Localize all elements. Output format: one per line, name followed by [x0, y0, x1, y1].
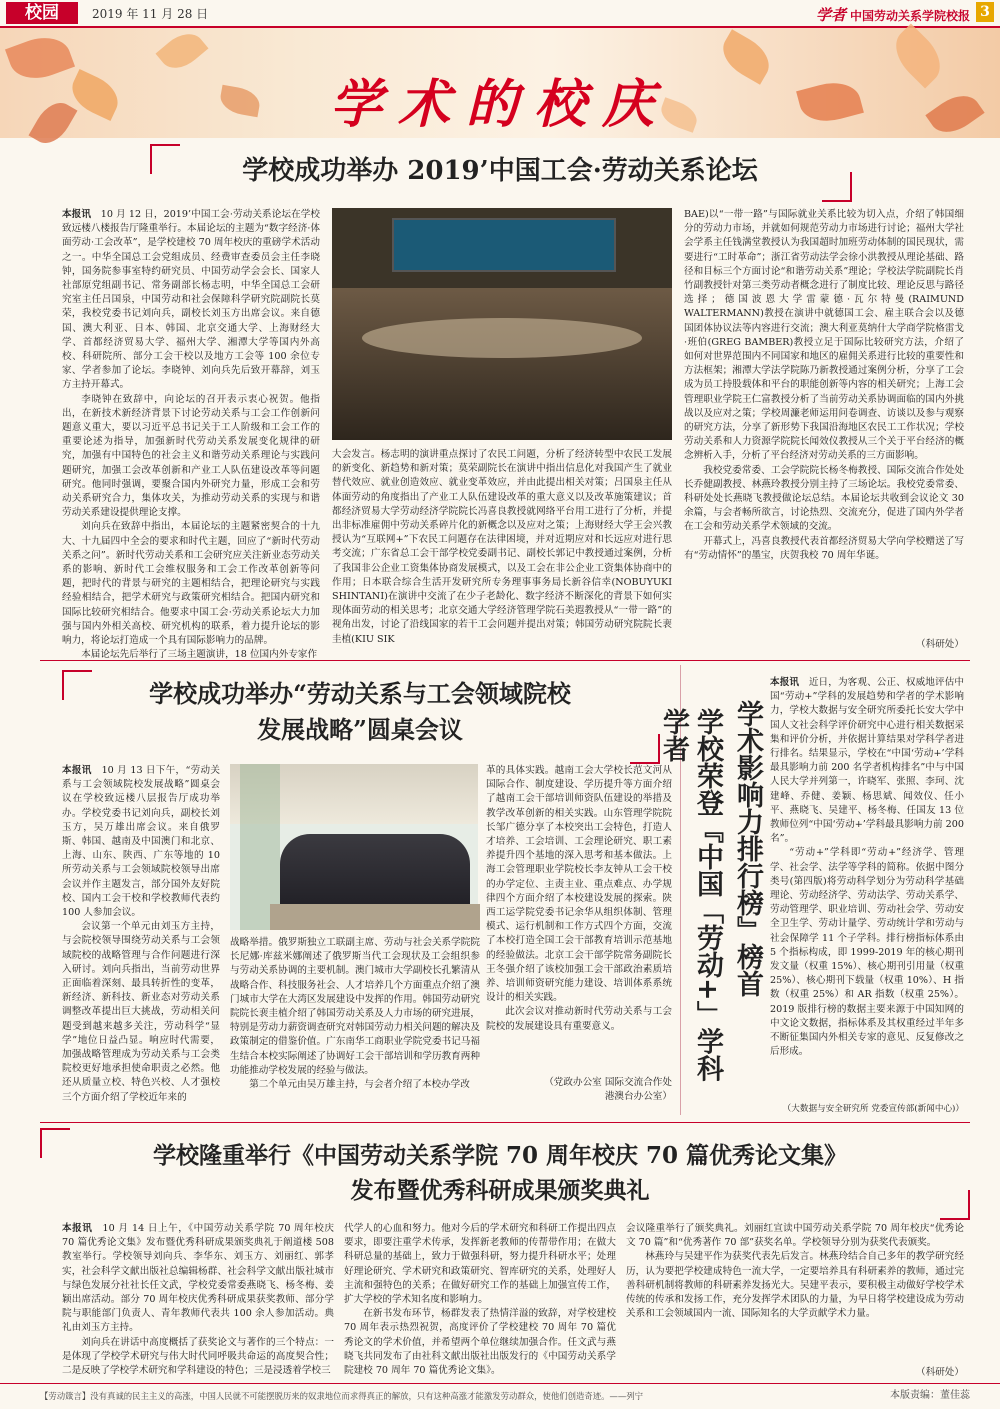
banner-title: 学术的校庆	[329, 74, 670, 135]
masthead-logo: 学者	[815, 6, 846, 24]
lead-label: 本报讯	[62, 209, 92, 220]
article2-col1: 本报讯 10 月 13 日下午，“劳动关系与工会领域院校发展战略”圆桌会议在学校致远楼八层报告厅成功举办。学校党委书记刘向兵，副校长刘玉方，吴万雄出席会议。来自俄罗斯、韩国、越南及中国澳门和北京、上海、山东、陕西、广东等地的 10 所劳动关系与工会领域院校领导出席会议并作主题发言，部分国外友好院校、国内工会干校和学校教师代表约 100 人参加会议。 会议第一个单元由刘玉方主持，与会院校领导围绕劳动关系与工会领域院校的战略管理与合作问题进行深入研讨。刘向兵指出，当前劳动世界正面临着深刻、最具转折性的变革，新经济、新科技、新业态对劳动关系调整改革提出巨大挑战，劳动相关问题受到越来越多关注，劳动科学“显学”地位日益凸显。响应时代需要，加强战略管理成为劳动关系与工会类院校更好地承担使命职责之必然。他还从质量立校、特色兴校、人才强校三个方面介绍了学校近年来的	[62, 765, 221, 1103]
article3-signature: （大数据与安全研究所 党委宣传部(新闻中心)）	[782, 1104, 964, 1114]
footer-editor: 本版责编：董佳蕊	[890, 1390, 970, 1401]
article3-headline: 学术影响力排行榜』榜首 学校荣登『中国「劳动+」学科学者	[658, 700, 763, 1082]
lead-label: 本报讯	[62, 1223, 93, 1234]
article1-col2: 大会发言。杨志明的演讲重点探讨了农民工问题，分析了经济转型中农民工发展的新变化、新趋势和新对策；莫荣副院长在演讲中指出信息化对我国产生了就业替代效应、就业创造效应、就业变革效应，并由此提出相关对策；吕国泉主任从体面劳动的角度指出了产业工人队伍建设改革的重大意义以及改革施策建议；首都经济贸易大学劳动经济学院院长冯喜良教授就网络平台用工进行了分析，并提出非标准雇佣中劳动关系碎片化的新概念以及应对之策；上海财经大学王会兴教授认为“互联网+”下农民工问题存在法律困境，并对近期应对和长远应对进行思考交流；广东省总工会干部学校党委副书记、副校长郭记中教授通过案例，分析了我国非公企业工资集体协商发展模式，以及工会在非公企业工资集体协商中的作用；日本联合综合生活开发研究所专务理事事务局长新谷信幸(NOBUYUKI SHINTANI)在演讲中交流了在少子老龄化、数字经济不断深化的背景下如何实现体面劳动的相关思考；北京交通大学经济管理学院石美遐教授从“一带一路”的视角出发，讨论了沿线国家的若干工会问题并提出对策；韩国劳动研究院院长裵圭植(KIU SIK	[332, 449, 672, 645]
article2-col3: 革的具体实践。越南工会大学校长范文河从国际合作、制度建设、学历提升等方面介绍了越南工会干部培训师资队伍建设的举措及教学改革创新的相关实践。山东管理学院院长邹广德分享了本校突出工会特色，打造人才培养、工会培训、工会理论研究、职工素养提升四个基地的深入思考和基本做法。上海工会管理职业学院校长李友钟从工会干校的办学定位、主责主业、重点难点、办学规律四个方面介绍了本校建设发展的探索。陕西工运学院党委书记余华从组织体制、管理模式、运行机制和工作方式四个方面，交流了本校打造全国工会干部教育培训示范基地的经验做法。北京工会干部学院常务副院长王冬强介绍了该校加强工会干部政治素质培养、培训师资研究能力建设、培训体系系统设计的相关实践。 此次会议对推动新时代劳动关系与工会院校的发展建设具有重要意义。	[486, 765, 672, 1032]
page-footer	[0, 1383, 1000, 1409]
article2-headline: 学校成功举办“劳动关系与工会领域院校 发展战略”圆桌会议	[149, 679, 571, 744]
masthead: 学者 中国劳动关系学院校报	[815, 6, 970, 24]
banner	[0, 28, 1000, 138]
lead-label: 本报讯	[62, 765, 92, 776]
article4-col1: 本报讯 10 月 14 日上午，《中国劳动关系学院 70 周年校庆 70 篇优秀论文集》发布暨优秀科研成果颁奖典礼于阐道楼 508 教室举行。学校领导刘向兵、李华东、刘玉方、刘丽红、郭孝实，社会科学文献出版社总编辑杨群、社会科学文献出版社城市与绿色发展分社社长任文武，学校党委常委燕晓飞、杨冬梅、姜颖出席活动。部分 70 周年校庆优秀科研成果获奖教师、部分学院与职能部门负责人、青年教师代表共 100 余人参加活动。典礼由刘玉方主持。 刘向兵在讲话中高度概括了获奖论文与著作的三个特点：一是体现了学校学术研究与伟大时代同呼吸共命运的高度契合性；二是反映了学校学术研究和学科建设的特色；三是浸透着学校三	[62, 1223, 335, 1377]
roundtable-photo	[230, 764, 478, 930]
page-header	[0, 0, 1000, 28]
issue-date: 2019 年 11 月 28 日	[92, 7, 209, 21]
article2-signature: （党政办公室 国际交流合作处 港澳台办公室）	[544, 1077, 672, 1102]
article1-headline: 学校成功举办 2019’中国工会·劳动关系论坛	[242, 156, 758, 186]
page-number: 3	[976, 2, 994, 22]
article4-signature: （科研处）	[916, 1367, 964, 1378]
footer-quote: 【劳动箴言】没有真诚的民主主义的高涨，中国人民就不可能摆脱历来的奴隶地位而求得真正的解放，只有这种高涨才能激发劳动群众，使他们创造奇迹。——列宁	[40, 1391, 643, 1401]
article2-col2: 战略举措。俄罗斯独立工联副主席、劳动与社会关系学院院长尼娜·库兹米娜阐述了俄罗斯当代工会现状及工会组织参与劳动关系协调的主要机制。澳门城市大学副校长孔繁清从战略合作、科技服务社会、人才培养几个方面重点介绍了澳门城市大学在大湾区发展建设中发挥的作用。韩国劳动研究院院长裵圭植介绍了韩国劳动关系及人力市场的研究进展，特别是劳动力薪资调查研究对韩国劳动力相关问题的解决及政策制定的借鉴价值。广东南华工商职业学院党委书记马福生结合本校实际阐述了协调好工会干部培训和学历教育两种功能推动学校发展的经验与做法。 第二个单元由吴万雄主持，与会者介绍了本校办学改	[230, 937, 480, 1091]
article4-col3: 会议隆重举行了颁奖典礼。刘丽红宣读中国劳动关系学院 70 周年校庆“优秀论文 70 篇”和“优秀著作 70 部”获奖名单。学校领导分别为获奖代表颁奖。 林燕玲与吴建平作为获奖代表先后发言。林燕玲结合自己多年的教学研究经历，认为要把学校建成特色一流大学，一定要培养具有科研素养的教师，通过完善科研机制将教师的科研素养发扬光大。吴建平表示，要积极主动做好学校学术传统的传承和发扬工作，充分发挥学术团队的力量，为早日将学校建设成为劳动关系和工会领域国内一流、国际知名的大学贡献学术力量。	[626, 1223, 964, 1320]
divider	[40, 1122, 970, 1123]
forum-photo	[332, 208, 672, 440]
article4-headline: 学校隆重举行《中国劳动关系学院 70 周年校庆 70 篇优秀论文集》 发布暨优秀科研成果颁奖典礼	[152, 1142, 848, 1204]
article1-col3: BAE)以“一带一路”与国际就业关系比较为切入点，介绍了韩国细分的劳动力市场，并就如何规范劳动力市场进行讨论；福州大学社会学系主任钱满堂教授认为我国超时加班劳动体制的国民现状，需要进行“工时革命”；浙江省劳动法学会徐小洪教授从理论基础、路径和目标三个方面讨论“和谐劳动关系”理论；学校法学院副院长肖竹副教授针对第三类劳动者概念进行了制度比较、理论反思与路径选择；德国波恩大学雷蒙德·瓦尔特曼(RAIMUND WALTERMANN)教授在演讲中就德国工会、雇主联合会以及德国团体协议法等内容进行交流；澳大利亚莫纳什大学商学院格雷戈·班伯(GREG BAMBER)教授立足于国际比较研究方法，介绍了如何对世界范围内不同国家和地区的雇佣关系进行比较的重要性和方法框架；湘潭大学法学院陈乃新教授通过案例分析，分享了工会成为员工持股载体和平台的职能创新等内容的相关研究；上海工会管理职业学院王仁富教授分析了当前劳动关系协调面临的国内外挑战以及应对之策；学校周濂老师运用问卷调查、访谈以及参与观察的研究方法，分享了新形势下我国沿海地区农民工工作状况；学校劳动关系和人力资源学院院长闻效仪教授从三个关于平台经济的概念辨析入手，分析了平台经济对劳动关系的三方面影响。 我校党委常委、工会学院院长杨冬梅教授、国际交流合作处处长乔健副教授、林燕玲教授分别主持了三场论坛。我校党委常委、科研处处长燕晓飞教授做论坛总结。本届论坛共收到会议论文 30 余篇，与会者畅所欲言，讨论热烈、交流充分，促进了国内外学者在工会和劳动关系学术领域的交流。 开幕式上，冯喜良教授代表首都经济贸易大学向学校赠送了写有“劳动情怀”的墨宝，庆贺我校 70 周年华诞。	[684, 209, 964, 561]
section-tag: 校园	[6, 2, 78, 24]
divider	[40, 660, 970, 661]
article3-col: 本报讯 近日，为客观、公正、权威地评估中国“劳动+”学科的发展趋势和学者的学术影响力，学校大数据与安全研究所委托长安大学中国人文社会科学评价研究中心进行相关数据采集和评价分析，并依据计算结果对学科学者进行排名。结果显示，学校在“中国‘劳动+’学科最具影响力前 200 名学者机构排名”中与中国人民大学并列第一，许晓军、张照、李珂、沈建峰、乔健、姜颖、杨思斌、闻效仪、任小平、燕晓飞、吴建平、杨冬梅、任国友 13 位教师位列“中国‘劳动+’学科最具影响力前 200 名”。 “劳动+”学科即“劳动+”经济学、管理学、社会学、法学等学科的简称。依据中图分类号(第四版)将劳动科学划分为劳动科学基础理论、劳动经济学、劳动法学、劳动关系学、劳动管理学、职业培训、劳动社会学、劳动安全卫生学、劳动计量学、劳动统计学和劳动与社会保障学 11 个子学科。排行榜指标体系由 5 个指标构成，即 1999-2019 年的核心期刊发文量（权重 15%）、核心期刊引用量（权重 25%）、核心期刊下载量（权重 10%）、H 指数（权重 25%）和 AR 指数（权重 25%）。2019 版排行榜的数据主要来源于中国知网的中文论文数据，指标体系及其权重经过半年多不断征集国内外相关专家的意见、反复修改之后形成。	[770, 677, 965, 1058]
lead-label: 本报讯	[770, 677, 800, 688]
article1-signature: （科研处）	[916, 639, 964, 650]
article4-col2: 代学人的心血和努力。他对今后的学术研究和科研工作提出四点要求，即要注重学术传承，发挥新老教师的传帮带作用；在做大科研总量的基础上，致力于做强科研，努力提升科研水平；处理好理论研究、学术研究和政策研究、智库研究的关系，处理好人主流和强特色的关系；在做好研究工作的基础上加强宣传工作，扩大学校的学术知名度和影响力。 在新书发布环节，杨群发表了热情洋溢的致辞，对学校建校 70 周年表示热烈祝贺，高度评价了学校建校 70 周年 70 篇优秀论文的学术价值，并希望两个单位继续加强合作。任文武与燕晓飞共同发布了由社科文献出版社出版发行的《中国劳动关系学院建校 70 周年 70 篇优秀论文集》。	[344, 1223, 616, 1377]
article1-col1: 本报讯 10 月 12 日，2019’中国工会·劳动关系论坛在学校致远楼八楼报告厅隆重举行。本届论坛的主题为“数字经济·体面劳动·工会改革”，是学校建校 70 周年校庆的重磅学术活动之一。中华全国总工会党组成员、经费审查委员会主任李晓钟，国务院参事室特约研究员、中国劳动学会会长、国家人社部原党组副书记、常务副部长杨志明，中华全国总工会研究室主任吕国泉，中国劳动和社会保障科学研究院副院长莫荣，我校党委书记刘向兵，副校长刘玉方出席会议。来自德国、澳大利亚、日本、韩国、北京交通大学、上海财经大学、首都经济贸易大学、福州大学、湘潭大学等国内外高校、科研院所、部分工会干校以及地方工会等 100 余位专家、学者参加了论坛。李晓钟、刘向兵先后致开幕辞，刘玉方主持开幕式。 李晓钟在致辞中，向论坛的召开表示衷心祝贺。他指出，在新技术新经济背景下讨论劳动关系与工会工作创新问题意义重大，要以习近平总书记关于工人阶级和工会工作的重要论述为指导，加强新时代劳动关系发展变化规律的研究，加强有中国特色的社会主义和谐劳动关系理论与实践问题研究，加强工会改革创新和产业工人队伍建设改革等问题研究。他同时强调，要聚合国内外研究力量，形成工会和劳动关系研究合力，集体攻关，为推动劳动关系的实现与和谐劳动关系建设提供理论支撑。 刘向兵在致辞中指出，本届论坛的主题紧密契合的十九大、十九届四中全会的要求和时代主题，回应了“新时代劳动关系之问”。新时代劳动关系和工会研究应关注新业态劳动关系的影响、新时代工会维权服务和工会工作改革创新等问题，把时代的背景与研究的主题相结合，把理论研究与实践经验相结合，把学术研究与政策研究相结合。把国内研究和国际比较研究相结合。他要求中国工会·劳动关系论坛大力加强与国内外相关高校、研究机构的联系，着力提升论坛的影响力，将论坛打造成一个具有国际影响力的品牌。 本届论坛先后举行了三场主题演讲，18 位国内外专家作	[62, 209, 321, 661]
